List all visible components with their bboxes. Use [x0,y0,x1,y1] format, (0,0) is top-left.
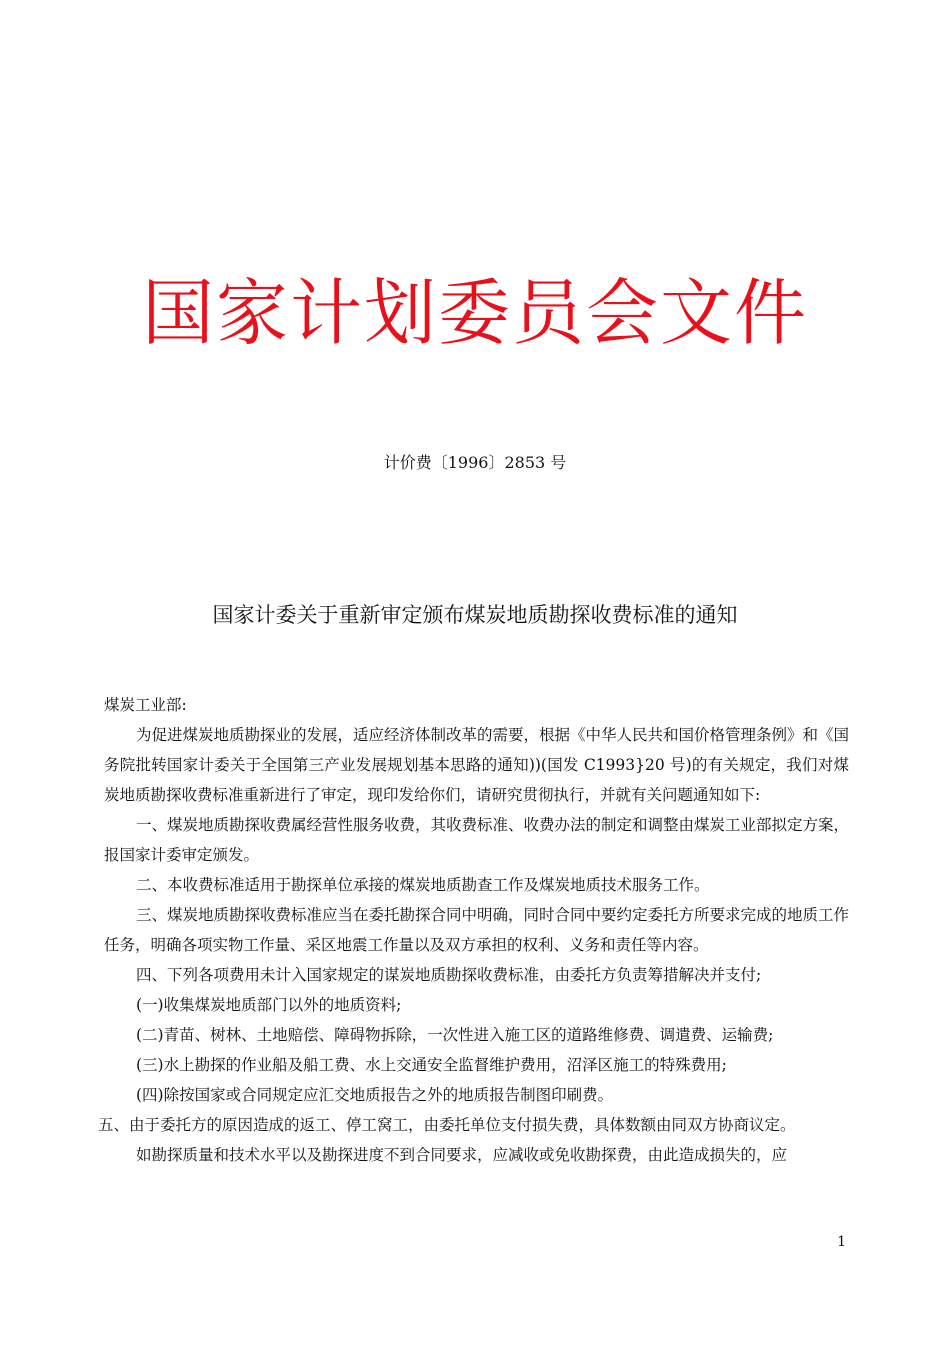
body-paragraph: (二)青苗、树林、土地赔偿、障碍物拆除，一次性进入施工区的道路维修费、调遣费、运输费; [136,1026,774,1044]
body-paragraph: 四、下列各项费用未计入国家规定的谋炭地质勘探收费标准，由委托方负责筹措解决并支付; [136,966,762,984]
salutation: 煤炭工业部: [104,696,187,714]
page-number: 1 [837,1234,846,1250]
document-number: 计价费〔1996〕2853 号 [383,453,567,472]
body-paragraph: 为促进煤炭地质勘探业的发展，适应经济体制改革的需要，根据《中华人民共和国价格管理条例》和《国务院批转国家计委关于全国第三产业发展规划基本思路的通知))(国发 C1993}20 号)的有关规定，我们对煤炭地质勘探收费标准重新进行了审定，现印发给你们，请研究贯彻执行，并就有关问题通知如下: [104,726,850,804]
document-header-title: 国家计划委员会文件 [141,271,808,355]
body-paragraph: 五、由于委托方的原因造成的返工、停工窝工，由委托单位支付损失费，具体数额由同双方协商议定。 [98,1116,796,1134]
body-paragraph: (三)水上勘探的作业船及船工费、水上交通安全监督维护费用，沼泽区施工的特殊费用; [136,1056,727,1074]
body-paragraph: 一、煤炭地质勘探收费属经营性服务收费，其收费标准、收费办法的制定和调整由煤炭工业部拟定方案，报国家计委审定颁发。 [104,816,850,864]
body-paragraph: (一)收集煤炭地质部门以外的地质资料; [136,996,402,1014]
document-body [98,690,850,1170]
body-paragraph: 三、煤炭地质勘探收费标准应当在委托勘探合同中明确，同时合同中要约定委托方所要求完成的地质工作任务，明确各项实物工作量、采区地震工作量以及双方承担的权利、义务和责任等内容。 [104,906,850,954]
body-paragraph: 如勘探质量和技术水平以及勘探进度不到合同要求，应减收或免收勘探费，由此造成损失的，应 [136,1146,788,1164]
body-paragraph: (四)除按国家或合同规定应汇交地质报告之外的地质报告制图印刷费。 [136,1086,614,1104]
notice-title: 国家计委关于重新审定颁布煤炭地质勘探收费标准的通知 [212,603,738,627]
body-paragraph: 二、本收费标准适用于勘探单位承接的煤炭地质勘查工作及煤炭地质技术服务工作。 [136,876,710,894]
